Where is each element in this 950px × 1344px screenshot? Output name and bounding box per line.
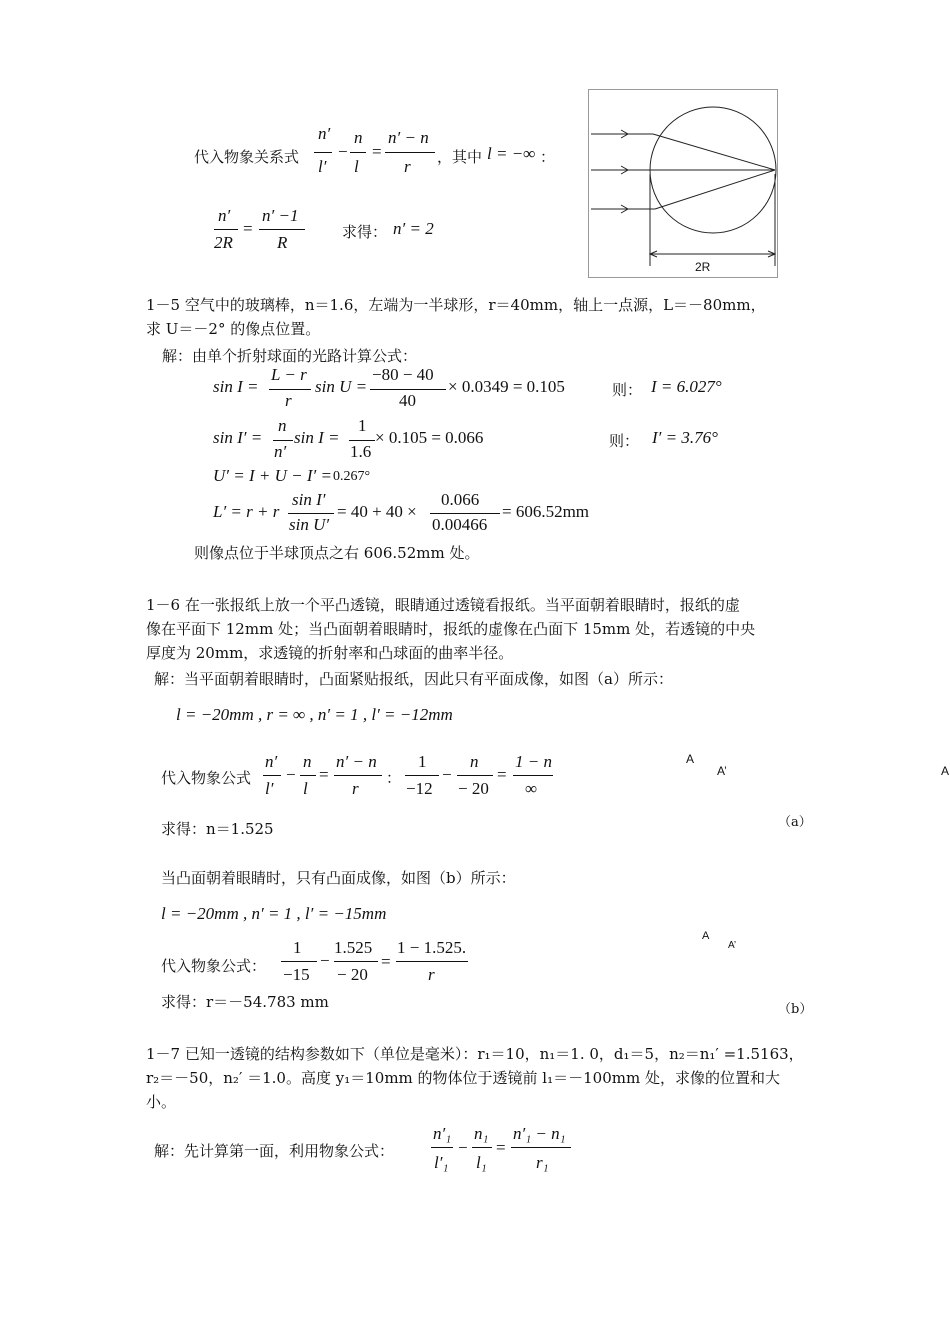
fraction-bar — [350, 152, 366, 153]
frac-num: n — [278, 416, 287, 435]
condition-math: l = −∞ — [487, 144, 536, 163]
frac-num: 1 − n — [515, 752, 552, 771]
frac-den: r — [352, 779, 359, 798]
figure-b-image: A’ — [728, 940, 737, 951]
frac-den: r — [428, 965, 435, 984]
frac-den: 2R — [214, 233, 233, 252]
minus-sign: − — [458, 1138, 468, 1157]
frac-den: l — [354, 157, 359, 176]
frac-den: l′ — [265, 779, 274, 798]
problem-1-7-line1: 1－7 已知一透镜的结构参数如下（单位是毫米）：r₁＝10，n₁＝1. 0，d₁＝5，n₂＝n₁′ =1.5163， — [146, 1045, 804, 1063]
frac-num: 0.066 — [441, 490, 480, 509]
frac-num: n — [354, 128, 363, 147]
frac-den: −12 — [406, 779, 433, 798]
frac-den: − 20 — [458, 779, 489, 798]
equals-sign: = — [243, 219, 253, 238]
frac-num: n — [470, 752, 479, 771]
frac-num: 1 — [418, 752, 427, 771]
solution-intro: 解：当平面朝着眼睛时，凸面紧贴报纸，因此只有平面成像，如图（a）所示： — [154, 670, 673, 688]
fraction-bar — [385, 152, 435, 153]
frac-num: L − r — [271, 365, 307, 384]
eq4-lhs: L′ = r + r — [213, 502, 280, 521]
frac-den: l₁ — [476, 1153, 487, 1172]
result-label: 求得： — [342, 223, 388, 241]
fraction-bar — [370, 389, 446, 390]
frac-num: n′ −1 — [262, 206, 299, 225]
colon: ： — [386, 769, 402, 787]
fraction-bar — [273, 440, 293, 441]
figure-a-image: A’ — [717, 764, 727, 778]
dimension-label: 2R — [695, 260, 711, 274]
eq2-lhs: sin I′ = — [213, 428, 263, 447]
frac-den: 1.6 — [350, 442, 372, 461]
frac-num: n′₁ — [433, 1124, 452, 1143]
eq2-rhs: × 0.105 = 0.066 — [375, 428, 484, 447]
fraction-bar — [513, 775, 553, 776]
problem-1-6-line1: 1－6 在一张报纸上放一个平凸透镜，眼睛通过透镜看报纸。当平面朝着眼睛时，报纸的虚 — [146, 596, 740, 614]
problem-1-7-line2: r₂＝－50，n₂′ ＝1.0。高度 y₁＝10mm 的物体位于透镜前 l₁＝－100mm 处，求像的位置和大 — [146, 1069, 780, 1087]
hemisphere-diagram — [588, 89, 778, 278]
fraction-bar — [259, 229, 305, 230]
eq3: U′ = I + U − I′ = — [213, 466, 332, 485]
condition-text: ，其中 — [437, 148, 483, 166]
figure-a-object-2: A — [941, 764, 950, 778]
frac-num: 1 — [358, 416, 367, 435]
problem-1-6-line3: 厚度为 20mm，求透镜的折射率和凸球面的曲率半径。 — [146, 644, 514, 662]
then-label: 则： — [609, 432, 640, 450]
frac-den: 40 — [399, 391, 416, 410]
fraction-bar — [300, 775, 316, 776]
problem-1-5-line2: 求 U＝－2° 的像点位置。 — [146, 320, 321, 338]
minus-sign: − — [320, 951, 330, 970]
frac-num: n₁ — [474, 1124, 489, 1143]
equals-sign: = — [381, 952, 391, 971]
figure-a-caption: （a） — [778, 815, 812, 830]
frac-num: n — [303, 752, 312, 771]
figure-b-caption: （b） — [778, 1002, 813, 1017]
equals-sign: = — [496, 1138, 506, 1157]
eq4-rhs: = 606.52mm — [502, 502, 590, 521]
minus-sign: − — [286, 765, 296, 784]
eq4-mid: = 40 + 40 × — [337, 502, 417, 521]
figure-b-object: A — [702, 930, 710, 942]
fraction-bar — [396, 961, 468, 962]
frac-den: r — [404, 157, 411, 176]
intro-text: 代入物象关系式 — [194, 148, 300, 166]
fraction-bar — [334, 775, 382, 776]
frac-den: l — [303, 779, 308, 798]
frac-den: − 20 — [337, 965, 368, 984]
frac-num: 1 − 1.525. — [397, 938, 467, 957]
equals-sign: = — [497, 765, 507, 784]
frac-den: R — [277, 233, 288, 252]
frac-num: 1.525 — [334, 938, 373, 957]
result-math: n′ = 2 — [393, 219, 434, 238]
frac-num: n′ — [318, 124, 331, 143]
eq2-result: I′ = 3.76° — [652, 428, 718, 447]
fraction-bar — [511, 1147, 571, 1148]
fraction-bar — [334, 961, 378, 962]
fraction-bar — [405, 775, 439, 776]
eq2-mid: sin I = — [294, 428, 340, 447]
frac-num: n′ − n — [336, 752, 377, 771]
frac-den: 0.00466 — [432, 515, 488, 534]
solution-b-intro: 当凸面朝着眼睛时，只有凸面成像，如图（b）所示： — [161, 869, 516, 887]
eq1-lhs: sin I = — [213, 377, 259, 396]
frac-num: sin I′ — [292, 490, 326, 509]
formula-label-a: 代入物象公式 — [161, 769, 252, 787]
solution-intro: 解：由单个折射球面的光路计算公式： — [162, 347, 418, 365]
result-b: 求得：r＝－54.783 mm — [161, 993, 329, 1011]
then-label: 则： — [612, 381, 643, 399]
eq3-value: 0.267° — [333, 469, 371, 484]
equals-sign: = — [319, 765, 329, 784]
params-a: l = −20mm , r = ∞ , n′ = 1 , l′ = −12mm — [176, 705, 453, 724]
solution-intro: 解：先计算第一面，利用物象公式： — [154, 1142, 395, 1160]
fraction-bar — [457, 775, 493, 776]
fraction-bar — [288, 513, 334, 514]
frac-den: −15 — [283, 965, 310, 984]
frac-num: n′ — [265, 752, 278, 771]
frac-num: n′ — [218, 206, 231, 225]
frac-den: l′₁ — [434, 1153, 449, 1172]
frac-den: n′ — [274, 442, 287, 461]
fraction-bar — [263, 775, 281, 776]
fraction-bar — [431, 1147, 453, 1148]
frac-num: n′ − n — [388, 128, 429, 147]
conclusion-text: 则像点位于半球顶点之右 606.52mm 处。 — [194, 544, 480, 562]
figure-a-object: A — [686, 752, 695, 766]
params-b: l = −20mm , n′ = 1 , l′ = −15mm — [161, 904, 387, 923]
frac-den: sin U′ — [289, 515, 330, 534]
problem-1-5-line1: 1－5 空气中的玻璃棒，n＝1.6，左端为一半球形，r＝40mm，轴上一点源，L＝－80mm， — [146, 296, 766, 314]
frac-den: r — [285, 391, 292, 410]
problem-1-7-line3: 小。 — [146, 1093, 177, 1111]
eq1-result: I = 6.027° — [651, 377, 722, 396]
fraction-bar — [281, 961, 317, 962]
fraction-bar — [472, 1147, 492, 1148]
condition-end: ： — [540, 148, 556, 166]
result-a: 求得：n＝1.525 — [161, 820, 274, 838]
ray-diagram-svg — [589, 90, 777, 277]
fraction-bar — [349, 440, 375, 441]
frac-den: ∞ — [525, 779, 538, 798]
frac-den: r₁ — [536, 1153, 549, 1172]
minus-sign: − — [442, 765, 452, 784]
frac-num: −80 − 40 — [372, 365, 434, 384]
problem-1-6-line2: 像在平面下 12mm 处；当凸面朝着眼睛时，报纸的虚像在凸面下 15mm 处，若透镜的中央 — [146, 620, 756, 638]
fraction-bar — [269, 389, 311, 390]
frac-num: 1 — [293, 938, 302, 957]
fraction-bar — [430, 513, 500, 514]
frac-den: l′ — [318, 157, 327, 176]
eq1-mid: sin U = — [315, 377, 368, 396]
frac-num: n′₁ − n₁ — [513, 1124, 566, 1143]
eq1-rhs: × 0.0349 = 0.105 — [448, 377, 565, 396]
fraction-bar — [214, 229, 238, 230]
fraction-bar — [314, 152, 332, 153]
formula-label-b: 代入物象公式： — [161, 957, 267, 975]
minus-sign: − — [338, 142, 348, 161]
equals-sign: = — [372, 142, 382, 161]
